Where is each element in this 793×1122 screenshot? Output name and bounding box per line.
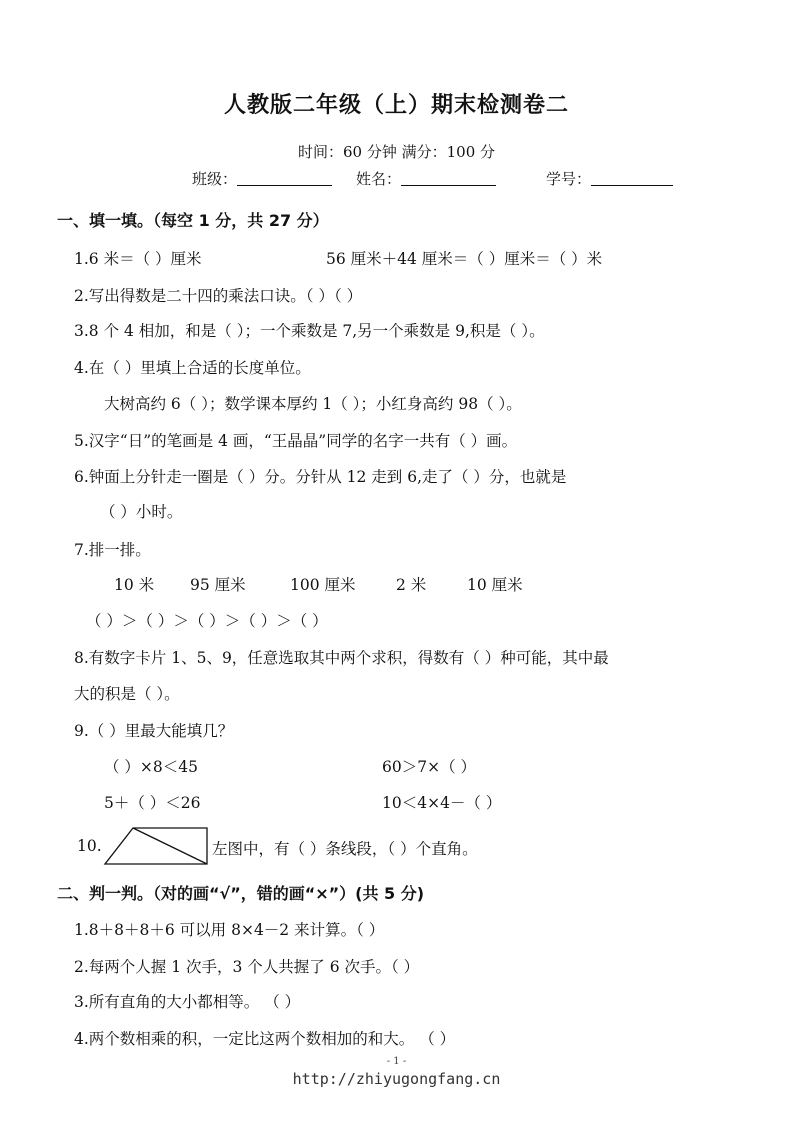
trapezoid-diagonal [133, 828, 207, 864]
question-7: 7.排一排。 [74, 541, 151, 559]
question-6a: 6.钟面上分针走一圈是（ ）分。分针从 12 走到 6,走了（ ）分，也就是 [74, 468, 567, 486]
name-field [356, 168, 496, 189]
name-label: 姓名： [356, 170, 402, 188]
question-3: 3.8 个 4 相加，和是（ ）；一个乘数是 7,另一个乘数是 9,积是（ ）。 [74, 322, 545, 340]
q7-item: 100 厘米 [290, 576, 356, 594]
class-field [192, 168, 332, 189]
question-10: 左图中，有（ ）条线段，（ ）个直角。 [212, 840, 478, 858]
judge-2: 2.每两个人握 1 次手，3 个人共握了 6 次手。（ ） [74, 958, 420, 976]
section2-heading: 二、判一判。（对的画“√”，错的画“×”）(共 5 分) [57, 884, 425, 903]
question-6b: （ ）小时。 [100, 503, 183, 521]
id-field [546, 168, 673, 189]
question-8a: 8.有数字卡片 1、5、9，任意选取其中两个求积，得数有（ ）种可能，其中最 [74, 649, 609, 667]
page-number: - 1 - [386, 1056, 407, 1067]
judge-1: 1.8＋8＋8＋6 可以用 8×4－2 来计算。（ ） [74, 921, 385, 939]
page-title: 人教版二年级（上）期末检测卷二 [223, 93, 569, 118]
class-blank[interactable] [237, 169, 332, 186]
question-4: 4.在（ ）里填上合适的长度单位。 [74, 359, 311, 377]
name-blank[interactable] [401, 169, 496, 186]
class-label: 班级： [192, 170, 238, 188]
question-2: 2.写出得数是二十四的乘法口诀。（ ）（ ） [74, 287, 363, 305]
q7-item: 10 厘米 [467, 576, 523, 594]
figure-trapezoid [103, 826, 209, 866]
q7-item: 2 米 [396, 576, 427, 594]
question-9a: （ ）×8＜45 [104, 758, 198, 776]
question-8b: 大的积是（ ）。 [74, 685, 180, 703]
q7-item: 95 厘米 [190, 576, 246, 594]
question-9d: 10＜4×4－（ ） [382, 794, 502, 812]
judge-3: 3.所有直角的大小都相等。 （ ） [74, 993, 301, 1011]
question-9: 9.（ ）里最大能填几？ [74, 722, 234, 740]
question-4a: 大树高约 6（ ）；数学课本厚约 1（ ）；小红身高约 98（ ）。 [104, 395, 522, 413]
id-label: 学号： [546, 170, 592, 188]
id-blank[interactable] [591, 169, 673, 186]
footer-url[interactable]: http://zhiyugongfang.cn [292, 1070, 501, 1088]
question-9b: 60＞7×（ ） [382, 758, 476, 776]
question-7-order: （ ）＞（ ）＞（ ）＞（ ）＞（ ） [86, 612, 328, 630]
question-10-number: 10. [77, 837, 102, 855]
exam-meta: 时间：60 分钟 满分：100 分 [297, 143, 496, 161]
question-5: 5.汉字“日”的笔画是 4 画，“王晶晶”同学的名字一共有（ ）画。 [74, 432, 518, 450]
question-1b: 56 厘米＋44 厘米＝（ ）厘米＝（ ）米 [326, 250, 603, 268]
question-1a: 1.6 米＝（ ）厘米 [74, 250, 202, 268]
trapezoid-outline [105, 828, 207, 864]
q7-item: 10 米 [114, 576, 155, 594]
section1-heading: 一、填一填。（每空 1 分，共 27 分） [57, 211, 329, 230]
question-9c: 5＋（ ）＜26 [104, 794, 201, 812]
judge-4: 4.两个数相乘的积，一定比这两个数相加的和大。 （ ） [74, 1030, 456, 1048]
